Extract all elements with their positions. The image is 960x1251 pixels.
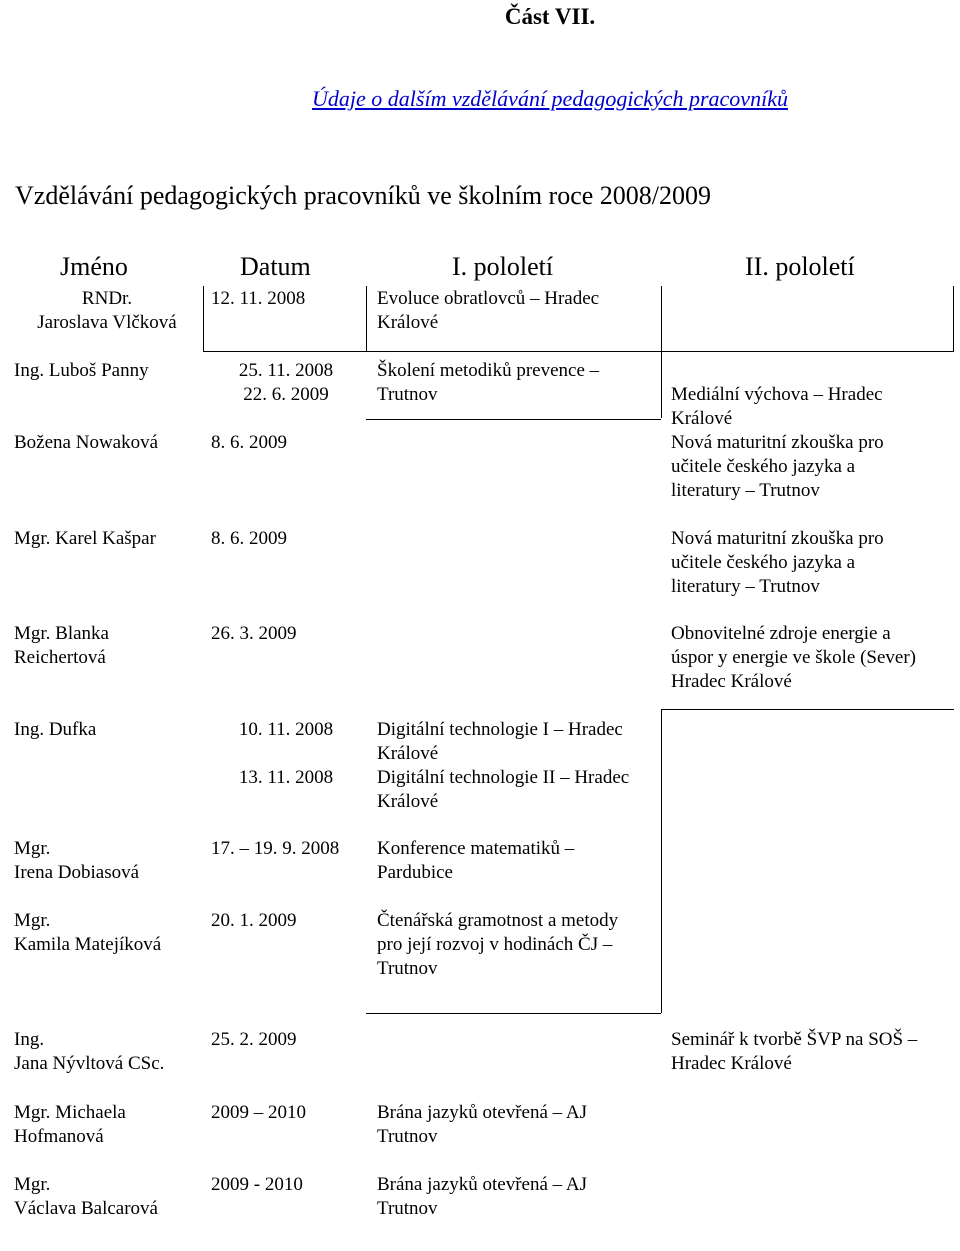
page-heading: Vzdělávání pedagogických pracovníků ve školním roce 2008/2009	[15, 181, 712, 210]
table-row-date: 8. 6. 2009	[211, 528, 287, 549]
table-divider	[661, 352, 662, 418]
table-divider	[661, 286, 662, 352]
table-row-semester-1: Brána jazyků otevřená – AJ Trutnov	[377, 1174, 587, 1219]
table-row-semester-1: Digitální technologie I – Hradec Králové Digitální technologie II – Hradec Králové	[377, 719, 630, 812]
table-row-semester-2: Mediální výchova – Hradec Králové	[671, 384, 883, 429]
table-row-date: 17. – 19. 9. 2008	[211, 838, 340, 859]
column-header-date: Datum	[240, 252, 311, 281]
table-row-name: Mgr. Kamila Matejíková	[14, 910, 162, 955]
table-row-semester-1: Evoluce obratlovců – Hradec Králové	[377, 288, 600, 333]
column-header-name: Jméno	[60, 252, 128, 281]
table-divider	[366, 286, 367, 352]
table-row-name: Ing. Jana Nývltová CSc.	[14, 1029, 165, 1074]
table-divider	[661, 823, 662, 1013]
table-row-semester-1: Školení metodiků prevence – Trutnov	[377, 360, 600, 405]
section-subtitle[interactable]: Údaje o dalším vzdělávání pedagogických pracovníků	[312, 86, 788, 111]
table-row-semester-1: Čtenářská gramotnost a metody pro její rozvoj v hodinách ČJ – Trutnov	[377, 910, 619, 979]
table-divider	[366, 419, 661, 420]
table-row-name: Ing. Dufka	[14, 719, 97, 740]
table-row-semester-1: Brána jazyků otevřená – AJ Trutnov	[377, 1102, 587, 1147]
table-row-name: Mgr. Václava Balcarová	[14, 1174, 158, 1219]
table-row-semester-1: Konference matematiků – Pardubice	[377, 838, 575, 883]
table-row-date: 20. 1. 2009	[211, 910, 297, 931]
table-divider	[661, 710, 662, 823]
table-row-date: 2009 - 2010	[211, 1174, 303, 1195]
table-divider	[661, 709, 954, 710]
table-divider	[203, 351, 954, 352]
table-row-name: Božena Nowaková	[14, 432, 159, 453]
table-row-date: 25. 2. 2009	[211, 1029, 297, 1050]
table-row-semester-2: Nová maturitní zkouška pro učitele českého jazyka a literatury – Trutnov	[671, 432, 884, 501]
table-divider	[953, 286, 954, 352]
table-row-name: Mgr. Blanka Reichertová	[14, 623, 109, 668]
table-row-semester-2: Nová maturitní zkouška pro učitele českého jazyka a literatury – Trutnov	[671, 528, 884, 597]
table-row-date: 26. 3. 2009	[211, 623, 297, 644]
table-row-name: Mgr. Michaela Hofmanová	[14, 1102, 126, 1147]
table-row-date: 2009 – 2010	[211, 1102, 306, 1123]
table-row-date: 25. 11. 2008 22. 6. 2009	[238, 360, 334, 405]
table-row-name: Ing. Luboš Panny	[14, 360, 149, 381]
table-row-name: Mgr. Karel Kašpar	[14, 528, 156, 549]
table-row-date: 8. 6. 2009	[211, 432, 287, 453]
table-row-name: RNDr. Jaroslava Vlčková	[37, 288, 177, 333]
table-divider	[203, 286, 204, 352]
column-header-semester-2: II. pololetí	[745, 252, 855, 281]
table-row-semester-2: Obnovitelné zdroje energie a úspor y energie ve škole (Sever) Hradec Králové	[671, 623, 916, 692]
table-row-name: Mgr. Irena Dobiasová	[14, 838, 140, 883]
column-header-semester-1: I. pololetí	[452, 252, 554, 281]
part-title: Část VII.	[504, 4, 596, 29]
table-divider	[366, 1013, 661, 1014]
table-row-date: 10. 11. 2008 13. 11. 2008	[238, 719, 334, 788]
table-row-date: 12. 11. 2008	[211, 288, 306, 309]
table-row-semester-2: Seminář k tvorbě ŠVP na SOŠ – Hradec Králové	[671, 1029, 918, 1074]
